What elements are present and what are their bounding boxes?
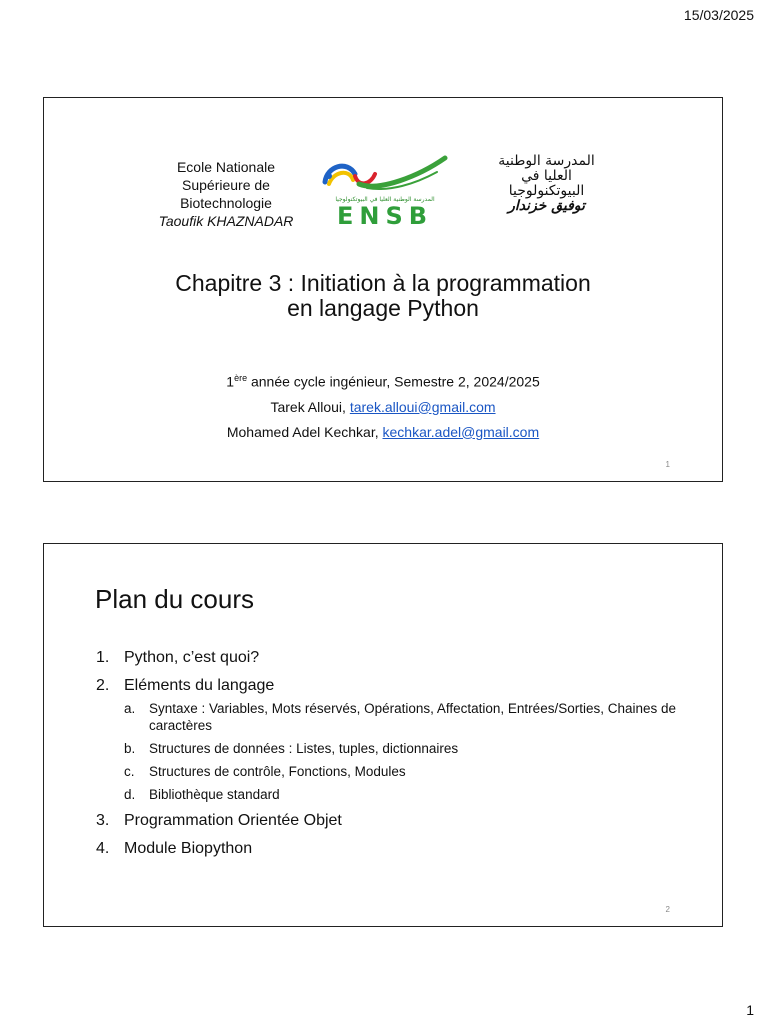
course-year (84, 366, 682, 395)
outline-sublist (124, 700, 696, 803)
outline-item-label: Eléments du langage (124, 677, 275, 694)
school-name-fr (156, 158, 296, 230)
outline-subitem (124, 763, 696, 780)
chapter-title-line2: en langage Python (287, 295, 479, 321)
outline-item-number: 2. (96, 677, 110, 694)
ensb-logo (319, 154, 451, 230)
outline-subitem-label: Bibliothèque standard (149, 787, 280, 802)
chapter-title-line1: Chapitre 3 : Initiation à la programmation (175, 270, 591, 296)
logo-arabic-caption: المدرسة الوطنية العليا في البيوتكنولوجيا (335, 196, 435, 203)
logo-acronym: ENSB (336, 202, 434, 230)
page-number: 1 (746, 1002, 754, 1018)
slide-number: 1 (665, 460, 670, 469)
year-ordinal: 1 (226, 373, 235, 390)
outline-item (96, 648, 696, 668)
outline-item-number: 3. (96, 812, 110, 829)
outline-subitem-label: Structures de contrôle, Fonctions, Modules (149, 764, 406, 779)
slide-number: 2 (665, 905, 670, 914)
outline-subitem (124, 786, 696, 803)
outline-item-label: Python, c’est quoi? (124, 649, 260, 666)
outline-subitem-label: Syntaxe : Variables, Mots réservés, Opérations, Affectation, Entrées/Sorties, Chaines de caractères (149, 701, 677, 733)
outline-subitem-letter: d. (124, 787, 136, 802)
page-date: 15/03/2025 (683, 7, 754, 23)
year-details: année cycle ingénieur, Semestre 2, 2024/2025 (247, 373, 540, 390)
school-name-ar-line: البيوتكنولوجيا (508, 183, 585, 199)
outline-subitem-letter: c. (124, 764, 135, 779)
outline-subitem (124, 700, 696, 734)
outline-item-label: Programmation Orientée Objet (124, 812, 342, 829)
school-name-fr-line: Supérieure de (182, 177, 270, 193)
outline-subitem-letter: a. (124, 701, 136, 716)
outline-item (96, 839, 696, 859)
outline-item-number: 4. (96, 840, 110, 857)
outline-title: Plan du cours (95, 584, 254, 614)
author-line-1 (84, 395, 682, 420)
outline-item (96, 811, 696, 831)
school-name-fr-line: Biotechnologie (180, 195, 272, 211)
author-line-2 (84, 420, 682, 445)
outline-subitem-label: Structures de données : Listes, tuples, dictionnaires (149, 741, 459, 756)
school-name-fr-line: Ecole Nationale (176, 159, 276, 175)
author2-email-link[interactable]: kechkar.adel@gmail.com (382, 423, 540, 440)
outline-subitem (124, 740, 696, 757)
slide-1-title (43, 97, 723, 482)
author2-name: Mohamed Adel Kechkar, (226, 423, 383, 440)
author-fr: Taoufik KHAZNADAR (158, 213, 294, 229)
author-ar: توفيق خزندار (508, 198, 585, 214)
school-name-ar (479, 154, 614, 214)
school-name-ar-line: المدرسة الوطنية (498, 153, 595, 169)
chapter-title (84, 271, 682, 321)
author1-name: Tarek Alloui, (270, 398, 350, 415)
author1-email-link[interactable]: tarek.alloui@gmail.com (349, 398, 496, 415)
outline-item (96, 676, 696, 803)
outline-list (96, 648, 696, 867)
outline-subitem-letter: b. (124, 741, 136, 756)
year-superscript: ère (234, 373, 248, 383)
course-meta (84, 366, 682, 445)
outline-item-number: 1. (96, 649, 110, 666)
school-name-ar-line: العليا في (521, 168, 572, 184)
outline-item-label: Module Biopython (124, 840, 253, 857)
slide-2-outline (43, 543, 723, 927)
